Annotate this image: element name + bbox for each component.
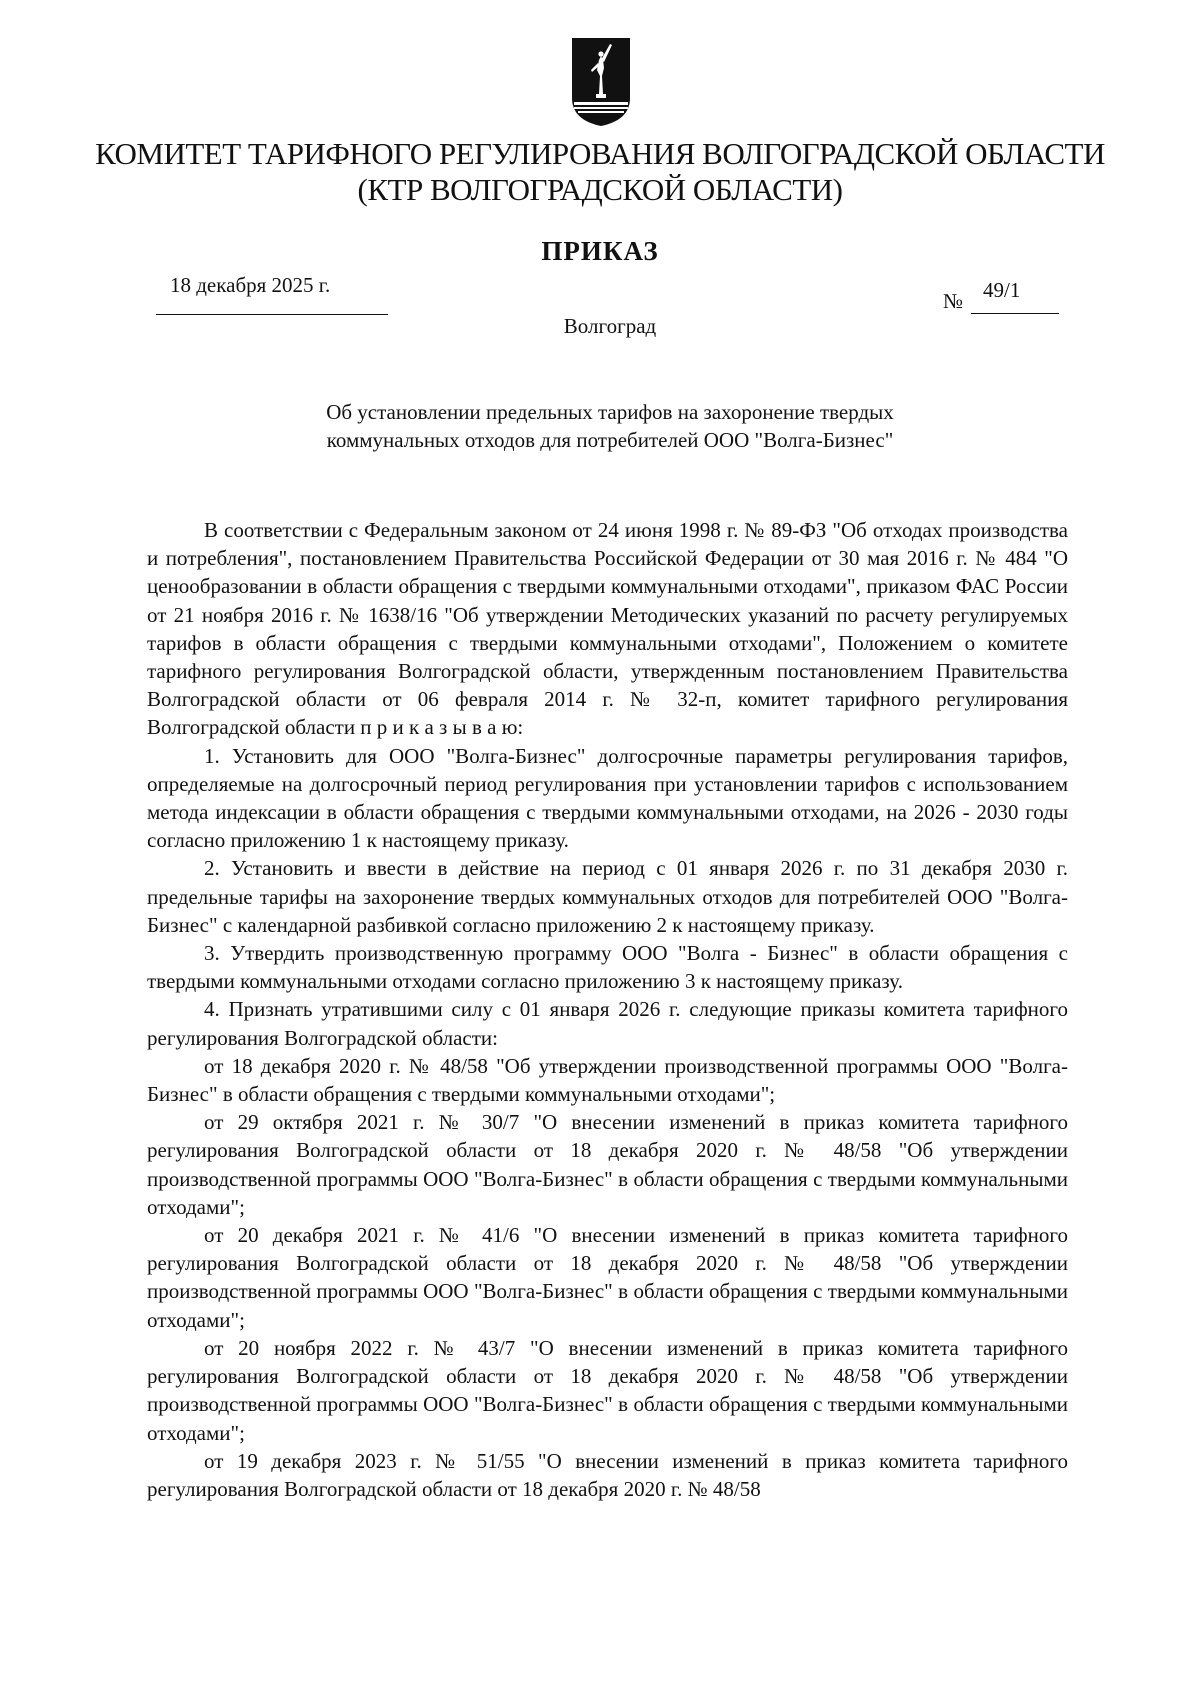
organization-abbreviation: (КТР ВОЛГОГРАДСКОЙ ОБЛАСТИ) [357, 172, 843, 207]
document-date: 18 декабря 2025 г. [156, 273, 388, 315]
body-paragraph: от 29 октября 2021 г. № 30/7 "О внесении изменений в приказ комитета тарифного регулирования Волгоградской области от 18 декабря 2020 г. № 48/58 "Об утверждении производственной программы ООО "Волга-Бизнес" в области обращения с твердыми коммунальными отходами"; [147, 1110, 1068, 1219]
volgograd-emblem-icon [570, 36, 632, 128]
body-paragraph: от 20 ноября 2022 г. № 43/7 "О внесении изменений в приказ комитета тарифного регулирования Волгоградской области от 18 декабря 2020 г. № 48/58 "Об утверждении производственной программы ООО "Волга-Бизнес" в области обращения с твердыми коммунальными отходами"; [147, 1335, 1068, 1445]
document-type-heading: ПРИКАЗ [541, 236, 659, 266]
body-paragraph: от 18 декабря 2020 г. № 48/58 "Об утверждении производственной программы ООО "Волга-Бизнес" в области обращения с твердыми коммунальными отходами"; [147, 1053, 1068, 1107]
document-city: Волгоград [563, 314, 657, 338]
organization-title: КОМИТЕТ ТАРИФНОГО РЕГУЛИРОВАНИЯ ВОЛГОГРАДСКОЙ ОБЛАСТИ [95, 136, 1105, 171]
document-number: 49/1 [971, 278, 1059, 314]
body-paragraph: 2. Установить и ввести в действие на период с 01 января 2026 г. по 31 декабря 2030 г. предельные тарифы на захоронение твердых коммунальных отходов для потребителей ООО "Волга-Бизнес" с календарной разбивкой согласно приложению 2 к настоящему приказу. [147, 856, 1068, 937]
number-sign: № [943, 289, 964, 313]
body-paragraph: 1. Установить для ООО "Волга-Бизнес" долгосрочные параметры регулирования тарифов, определяемые на долгосрочный период регулирования при установлении тарифов с использованием метода индексации в области обращения с твердыми коммунальными отходами, на 2026 - 2030 годы согласно приложению 1 к настоящему приказу. [147, 743, 1068, 853]
body-paragraph: от 20 декабря 2021 г. № 41/6 "О внесении изменений в приказ комитета тарифного регулирования Волгоградской области от 18 декабря 2020 г. № 48/58 "Об утверждении производственной программы ООО "Волга-Бизнес" в области обращения с твердыми коммунальными отходами"; [147, 1223, 1068, 1332]
body-paragraph: от 19 декабря 2023 г. № 51/55 "О внесении изменений в приказ комитета тарифного регулирования Волгоградской области от 18 декабря 2020 г. № 48/58 [147, 1448, 1068, 1501]
body-paragraph: В соответствии с Федеральным законом от 24 июня 1998 г. № 89-ФЗ "Об отходах производства и потребления", постановлением Правительства Российской Федерации от 30 мая 2016 г. № 484 "О ценообразовании в области обращения с твердыми коммунальными отходами", приказом ФАС России от 21 ноября 2016 г. № 1638/16 "Об утверждении Методических указаний по расчету регулируемых тарифов в области обращения с твердыми коммунальными отходами", Положением о комитете тарифного регулирования Волгоградской области, утвержденным постановлением Правительства Волгоградской области от 06 февраля 2014 г. № 32-п, комитет тарифного регулирования Волгоградской области п р и к а з ы в а ю: [147, 518, 1068, 740]
body-paragraph: 3. Утвердить производственную программу ООО "Волга - Бизнес" в области обращения с твердыми коммунальными отходами согласно приложению 3 к настоящему приказу. [147, 941, 1068, 994]
document-body [147, 516, 1068, 1503]
document-number-block [943, 278, 1059, 314]
subject-line-1: Об установлении предельных тарифов на захоронение твердых [326, 400, 894, 424]
document-subject [0, 398, 1200, 454]
subject-line-2: коммунальных отходов для потребителей ООО "Волга-Бизнес" [326, 428, 894, 452]
body-paragraph: 4. Признать утратившими силу с 01 января 2026 г. следующие приказы комитета тарифного регулирования Волгоградской области: [147, 997, 1068, 1050]
